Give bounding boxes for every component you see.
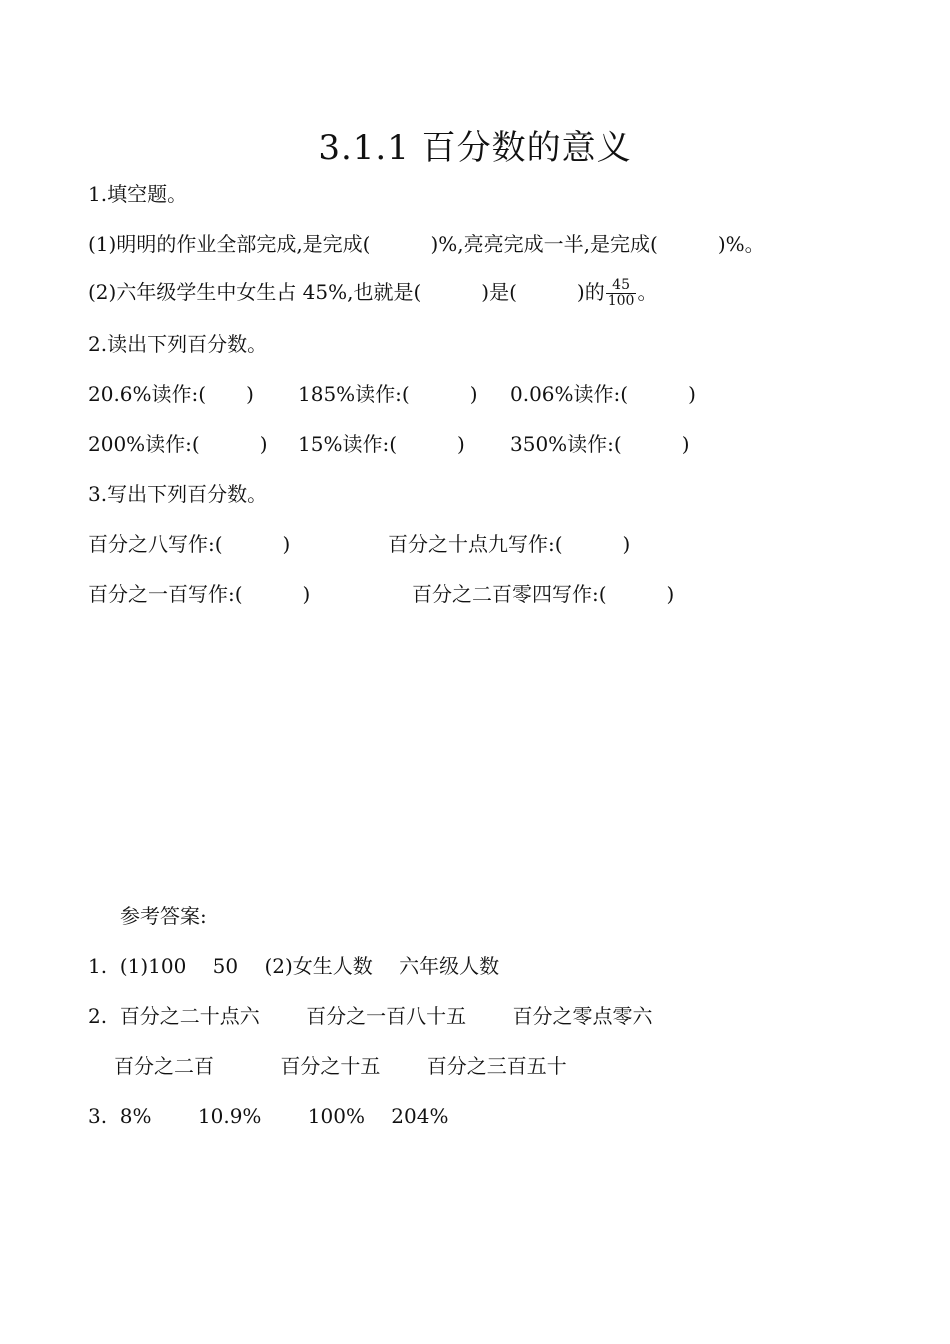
question-2-row-1-item-2: 185%读作:( ) xyxy=(298,382,478,406)
question-3-row-1-item-1: 百分之八写作:( ) xyxy=(88,532,291,556)
question-2-row-1-item-1: 20.6%读作:( ) xyxy=(88,382,254,406)
question-3-row-2-item-1: 百分之一百写作:( ) xyxy=(88,582,311,606)
question-1-item-2-text: (2)六年级学生中女生占 45%,也就是( )是( )的 xyxy=(88,280,605,304)
fraction-denominator: 100 xyxy=(607,293,635,309)
answer-3: 3. 8% 10.9% 100% 204% xyxy=(88,1104,449,1128)
question-2-row-2-item-3: 350%读作:( ) xyxy=(510,432,690,456)
question-3-row-2-item-2: 百分之二百零四写作:( ) xyxy=(412,582,675,606)
fraction-numerator: 45 xyxy=(612,277,630,293)
question-3-heading: 3.写出下列百分数。 xyxy=(88,482,268,506)
fraction-45-100 xyxy=(606,278,637,309)
question-1-heading: 1.填空题。 xyxy=(88,182,188,206)
question-3-row-1-item-2: 百分之十点九写作:( ) xyxy=(388,532,631,556)
answers-heading: 参考答案: xyxy=(120,904,207,928)
question-2-row-2-item-1: 200%读作:( ) xyxy=(88,432,268,456)
answer-2-line-1: 2. 百分之二十点六 百分之一百八十五 百分之零点零六 xyxy=(88,1004,653,1028)
question-1-item-2-end: 。 xyxy=(637,280,658,304)
answer-2-line-2: 百分之二百 百分之十五 百分之三百五十 xyxy=(114,1054,567,1078)
question-2-row-2-item-2: 15%读作:( ) xyxy=(298,432,465,456)
page-title: 3.1.1 百分数的意义 xyxy=(318,128,632,168)
question-1-item-2 xyxy=(88,276,657,309)
question-1-item-1: (1)明明的作业全部完成,是完成( )%,亮亮完成一半,是完成( )%。 xyxy=(88,232,765,256)
answer-1: 1. (1)100 50 (2)女生人数 六年级人数 xyxy=(88,954,500,978)
question-2-row-1-item-3: 0.06%读作:( ) xyxy=(510,382,696,406)
question-2-heading: 2.读出下列百分数。 xyxy=(88,332,268,356)
